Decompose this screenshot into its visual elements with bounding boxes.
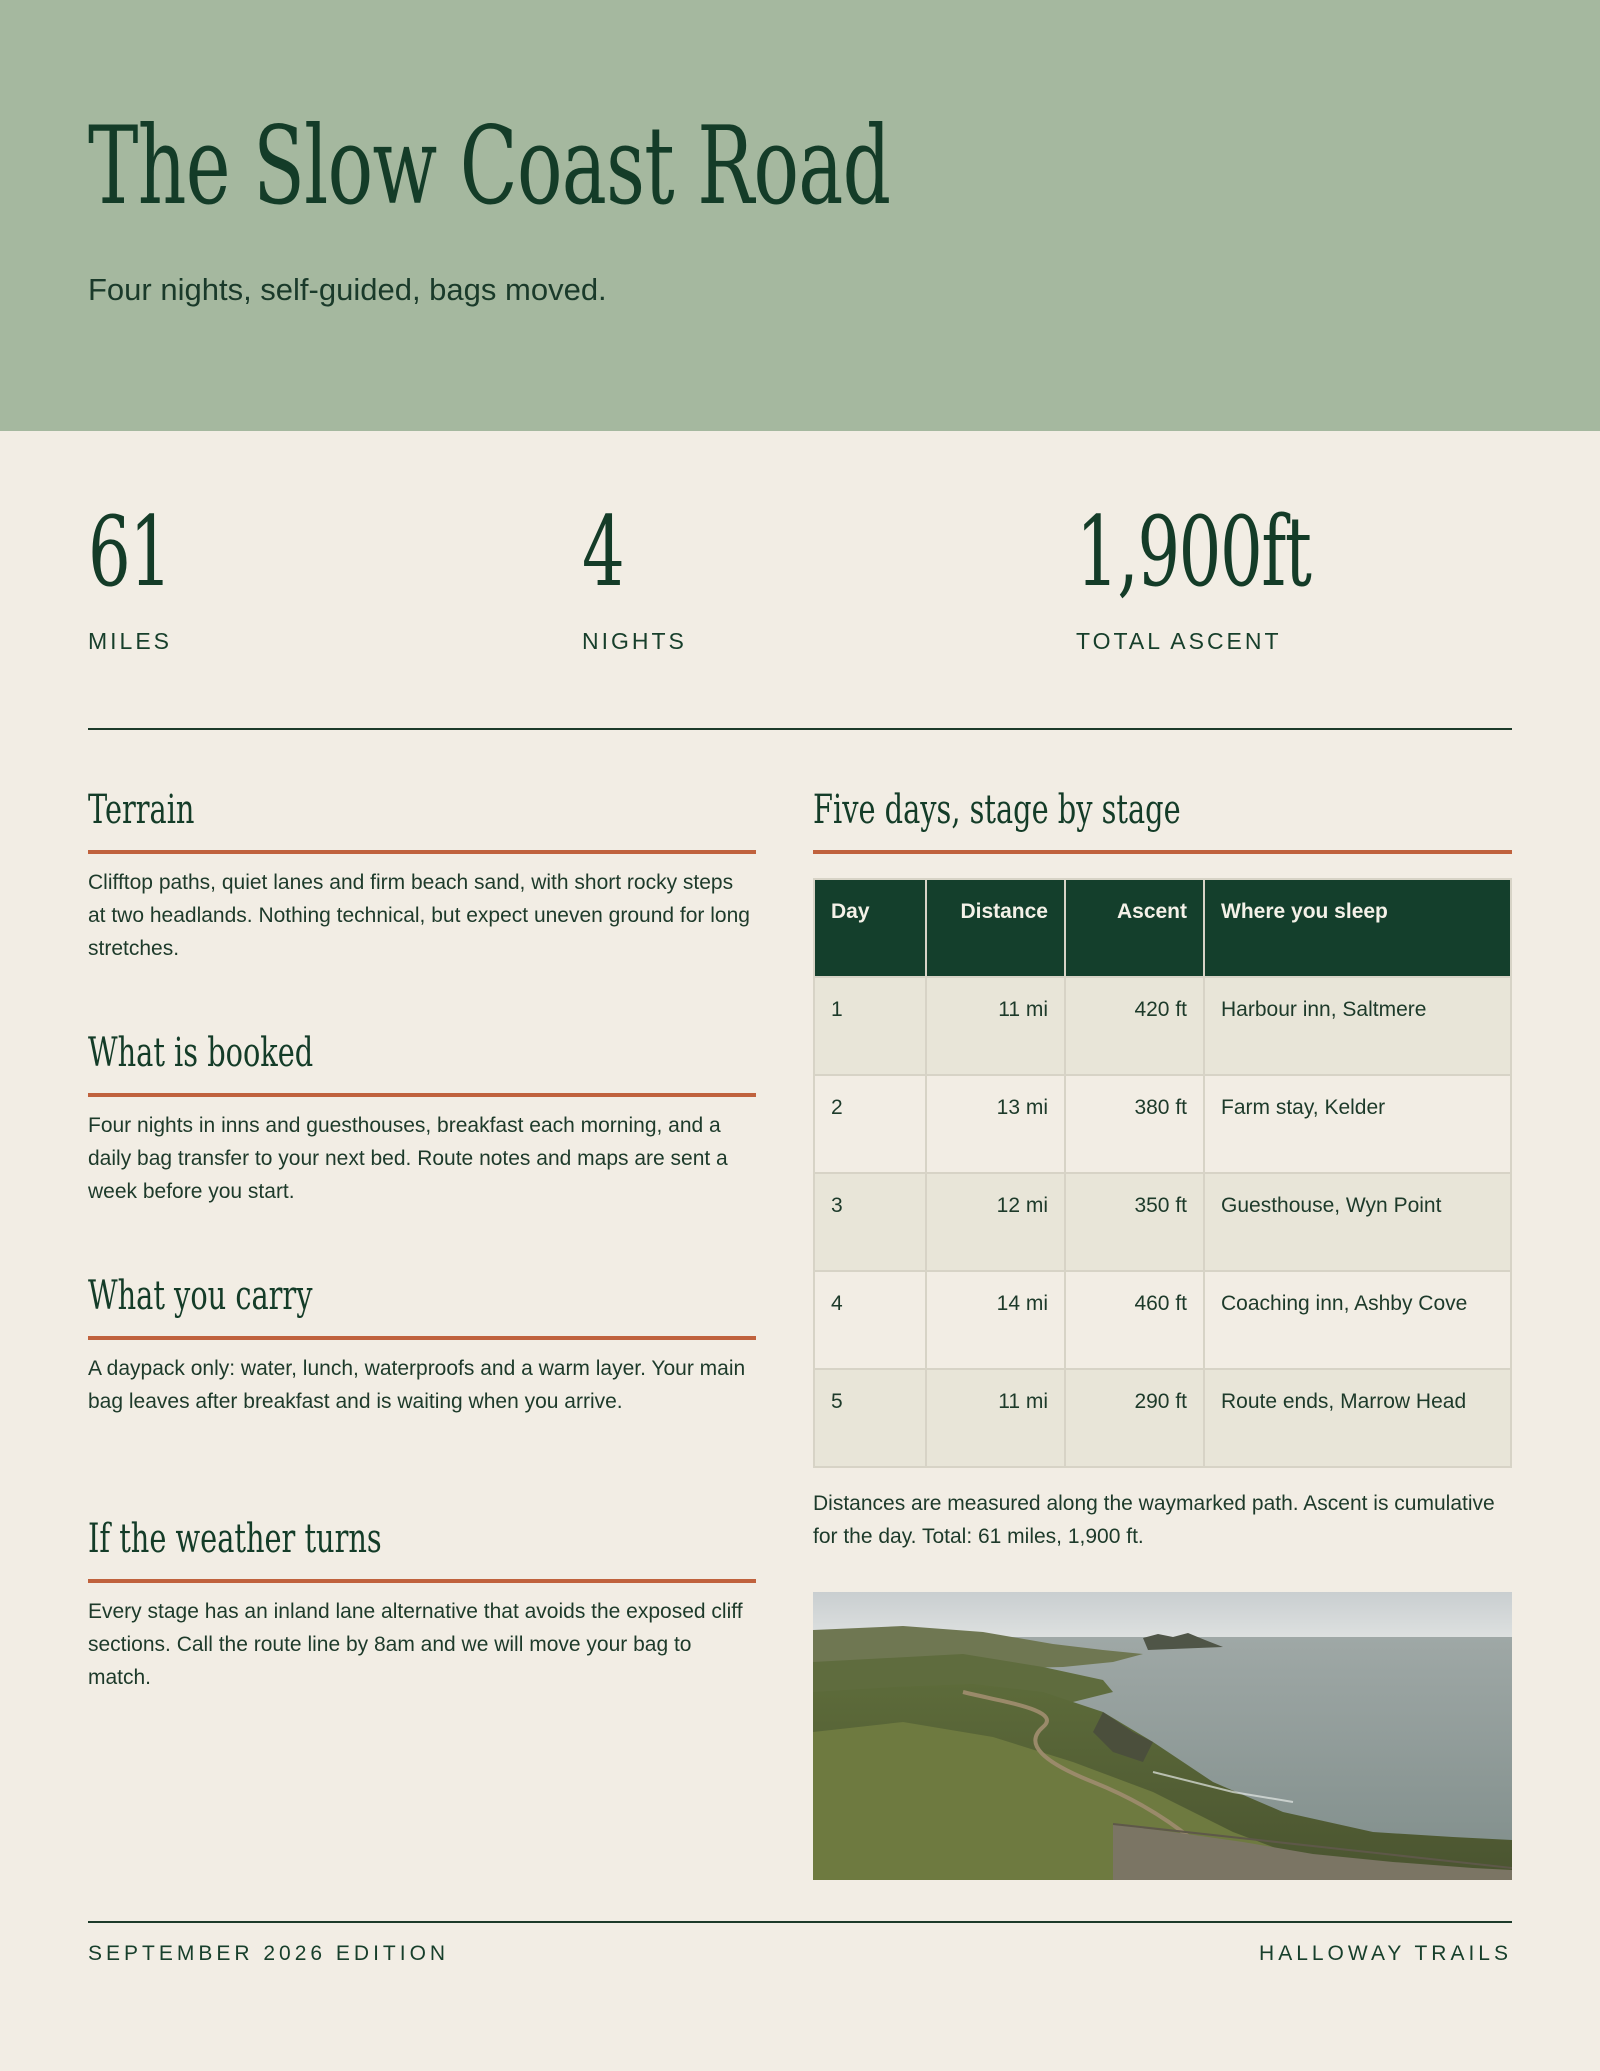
cell-ascent: 380 ft xyxy=(1065,1075,1204,1173)
cell-day: 1 xyxy=(814,977,926,1075)
cell-sleep: Coaching inn, Ashby Cove xyxy=(1204,1271,1511,1369)
section-heading: What you carry xyxy=(88,1273,313,1319)
cell-ascent: 420 ft xyxy=(1065,977,1204,1075)
section-heading: What is booked xyxy=(88,1030,314,1076)
column-header-day: Day xyxy=(814,879,926,977)
table-header-row xyxy=(814,879,1511,977)
stat-miles xyxy=(88,496,206,654)
table-row xyxy=(814,1271,1511,1369)
stages-table xyxy=(813,878,1512,1468)
cell-ascent: 460 ft xyxy=(1065,1271,1204,1369)
stat-ascent xyxy=(1076,496,1411,654)
cell-day: 4 xyxy=(814,1271,926,1369)
section-body: Four nights in inns and guesthouses, breakfast each morning, and a daily bag transfer to your next bed. Route notes and maps are sent a week before you start. xyxy=(88,1114,728,1203)
footer-brand: HALLOWAY TRAILS xyxy=(1259,1942,1512,1965)
hero-banner xyxy=(0,0,1600,431)
heading-rule xyxy=(88,1093,756,1097)
column-header-sleep: Where you sleep xyxy=(1204,879,1511,977)
coast-photo xyxy=(813,1592,1512,1880)
cell-day: 3 xyxy=(814,1173,926,1271)
cell-distance: 12 mi xyxy=(926,1173,1065,1271)
stat-nights xyxy=(582,496,687,654)
table-row xyxy=(814,1173,1511,1271)
cell-ascent: 350 ft xyxy=(1065,1173,1204,1271)
page-title: The Slow Coast Road xyxy=(88,104,891,229)
stat-value: 1,900ft xyxy=(1076,496,1311,608)
stat-value: 61 xyxy=(88,496,171,608)
stages-heading: Five days, stage by stage xyxy=(813,787,1181,833)
section-booked xyxy=(88,1029,756,1208)
footer-edition: SEPTEMBER 2026 EDITION xyxy=(88,1942,450,1965)
cell-ascent: 290 ft xyxy=(1065,1369,1204,1467)
stages-section xyxy=(813,786,1512,854)
heading-rule xyxy=(88,1336,756,1340)
cell-sleep: Guesthouse, Wyn Point xyxy=(1204,1173,1511,1271)
footer-divider xyxy=(88,1921,1512,1923)
section-body: Every stage has an inland lane alternative that avoids the exposed cliff sections. Call the route line by 8am and we will move your bag to match. xyxy=(88,1600,743,1689)
stat-label: MILES xyxy=(88,628,173,654)
column-header-distance: Distance xyxy=(926,879,1065,977)
heading-rule xyxy=(88,1579,756,1583)
section-body: A daypack only: water, lunch, waterproofs and a warm layer. Your main bag leaves after breakfast and is waiting when you arrive. xyxy=(88,1357,746,1413)
divider xyxy=(88,728,1512,730)
section-body: Clifftop paths, quiet lanes and firm beach sand, with short rocky steps at two headlands. Nothing technical, but expect uneven ground for long stretches. xyxy=(88,871,750,960)
stat-label: TOTAL ASCENT xyxy=(1076,628,1282,654)
table-row xyxy=(814,977,1511,1075)
section-heading: If the weather turns xyxy=(88,1516,382,1562)
cell-sleep: Harbour inn, Saltmere xyxy=(1204,977,1511,1075)
section-terrain xyxy=(88,786,756,965)
section-carry xyxy=(88,1272,756,1418)
coast-photo-illustration xyxy=(813,1592,1512,1880)
section-heading: Terrain xyxy=(88,787,195,833)
cell-distance: 11 mi xyxy=(926,1369,1065,1467)
page-subtitle: Four nights, self-guided, bags moved. xyxy=(88,272,607,307)
cell-sleep: Route ends, Marrow Head xyxy=(1204,1369,1511,1467)
heading-rule xyxy=(813,850,1512,854)
stages-note: Distances are measured along the waymarked path. Ascent is cumulative for the day. Total: 61 miles, 1,900 ft. xyxy=(813,1492,1495,1548)
table-row xyxy=(814,1075,1511,1173)
stat-value: 4 xyxy=(582,496,624,608)
cell-distance: 13 mi xyxy=(926,1075,1065,1173)
stat-label: NIGHTS xyxy=(582,628,687,654)
table-row xyxy=(814,1369,1511,1467)
cell-day: 5 xyxy=(814,1369,926,1467)
column-header-ascent: Ascent xyxy=(1065,879,1204,977)
cell-distance: 11 mi xyxy=(926,977,1065,1075)
cell-day: 2 xyxy=(814,1075,926,1173)
heading-rule xyxy=(88,850,756,854)
section-weather xyxy=(88,1515,756,1694)
cell-sleep: Farm stay, Kelder xyxy=(1204,1075,1511,1173)
cell-distance: 14 mi xyxy=(926,1271,1065,1369)
